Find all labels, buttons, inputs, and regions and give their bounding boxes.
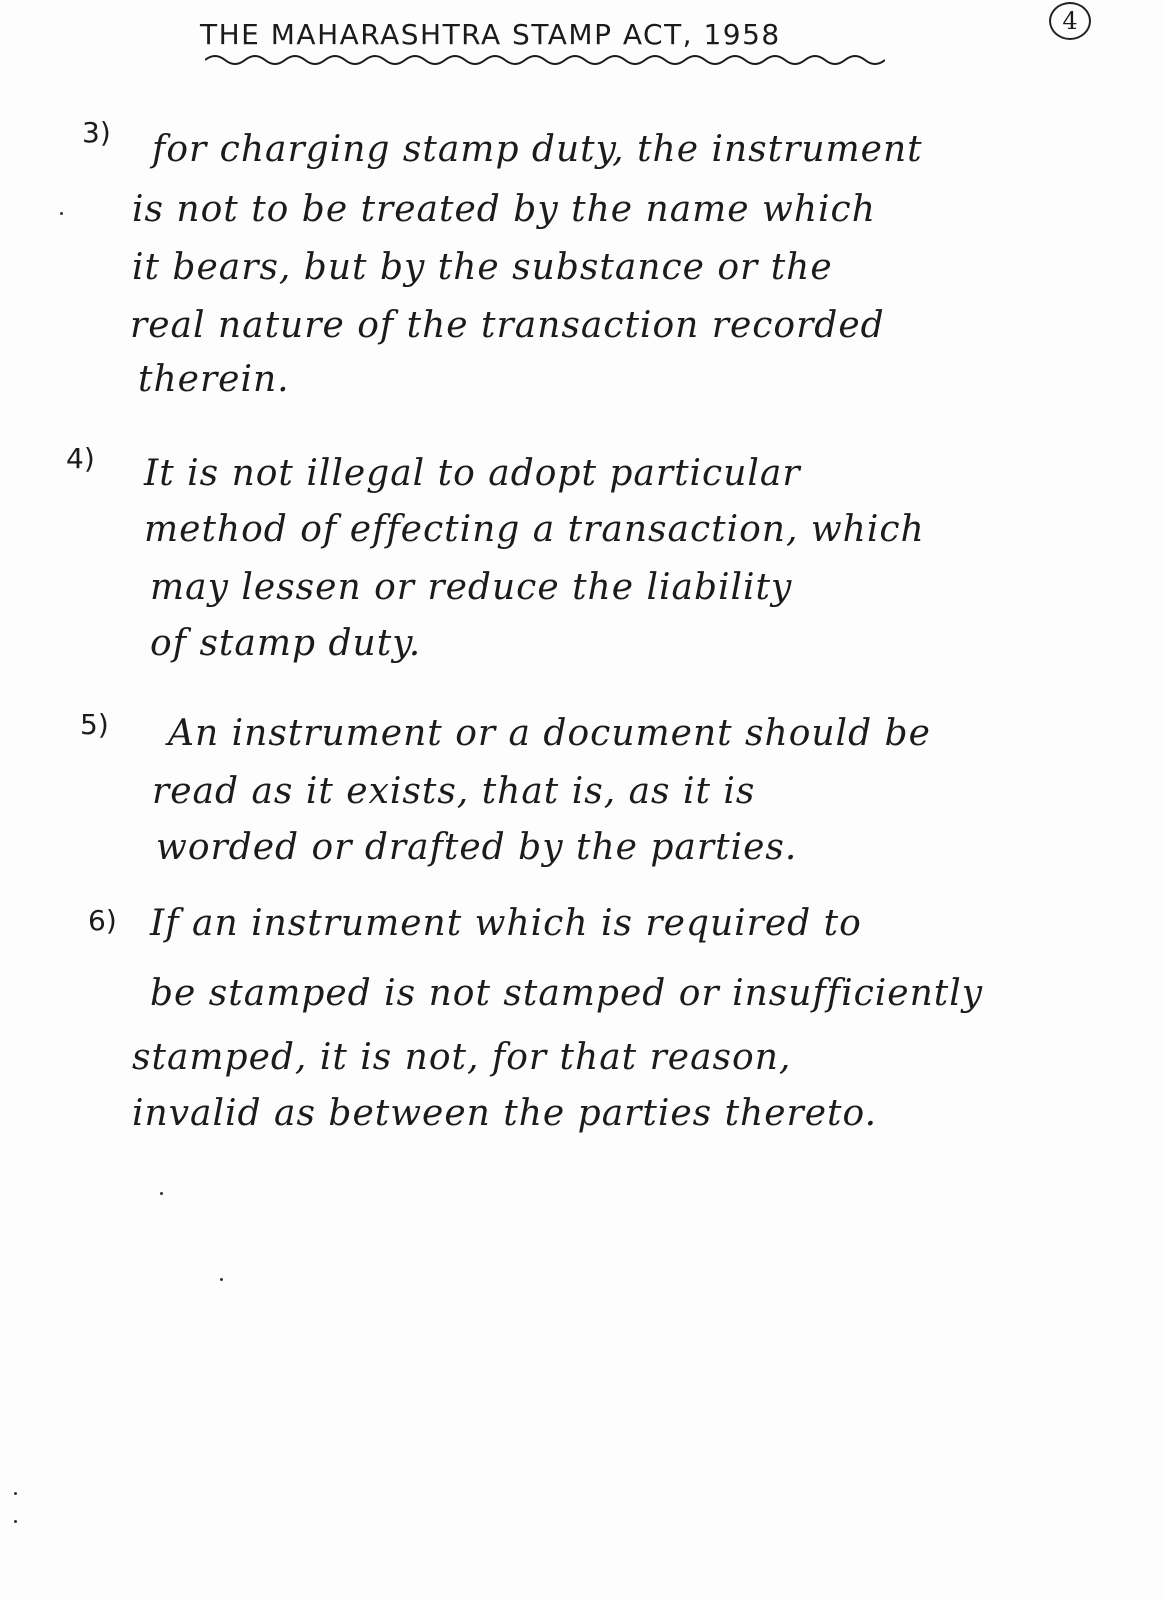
point-line: If an instrument which is required to bbox=[150, 903, 862, 944]
point-line: worded or drafted by the parties. bbox=[156, 827, 798, 868]
scan-speck bbox=[220, 1278, 223, 1281]
point-line: be stamped is not stamped or insufficiently bbox=[150, 973, 984, 1014]
point-line: of stamp duty. bbox=[150, 623, 422, 664]
point-line: for charging stamp duty, the instrument bbox=[152, 129, 923, 170]
point-line: invalid as between the parties thereto. bbox=[132, 1093, 878, 1134]
point-line: therein. bbox=[138, 359, 290, 400]
point-number: 3) bbox=[82, 116, 111, 149]
point-line: it bears, but by the substance or the bbox=[132, 247, 833, 288]
point-line: It is not illegal to adopt particular bbox=[144, 453, 801, 494]
scan-speck bbox=[160, 1192, 163, 1195]
point-line: stamped, it is not, for that reason, bbox=[132, 1037, 792, 1078]
point-line: read as it exists, that is, as it is bbox=[152, 771, 756, 812]
point-line: may lessen or reduce the liability bbox=[150, 567, 793, 608]
scan-speck bbox=[14, 1520, 17, 1523]
point-number: 5) bbox=[80, 708, 109, 741]
point-line: An instrument or a document should be bbox=[168, 713, 931, 754]
point-line: real nature of the transaction recorded bbox=[130, 305, 885, 346]
point-number: 4) bbox=[66, 442, 95, 475]
page-title: THE MAHARASHTRA STAMP ACT, 1958 bbox=[200, 18, 781, 51]
wavy-underline-icon bbox=[205, 50, 885, 70]
point-line: is not to be treated by the name which bbox=[132, 189, 876, 230]
point-number: 6) bbox=[88, 904, 117, 937]
point-line: method of effecting a transaction, which bbox=[144, 509, 925, 550]
scan-speck bbox=[14, 1492, 17, 1495]
scan-speck bbox=[60, 212, 63, 215]
page-number: 4 bbox=[1049, 2, 1091, 40]
